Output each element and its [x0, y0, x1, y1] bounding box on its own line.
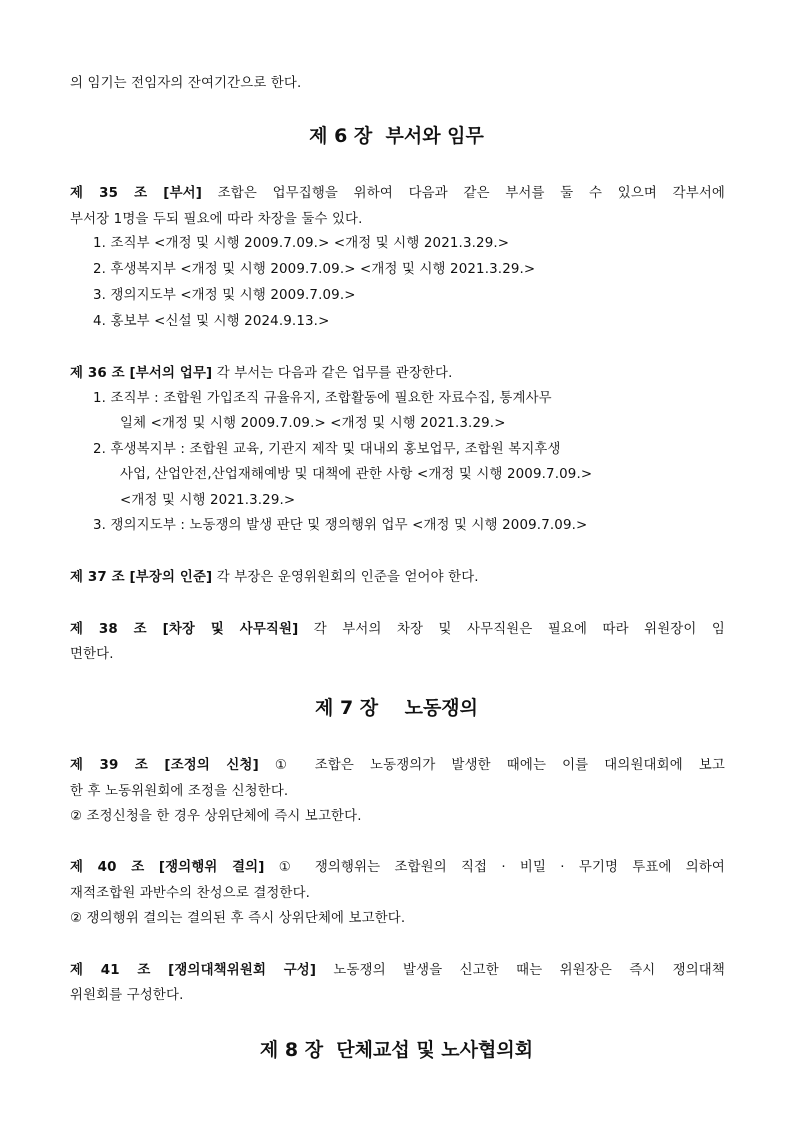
- article-40-line-1: [70, 856, 725, 880]
- article-35-item-4: 4. 홍보부 <신설 및 시행 2024.9.13.>: [93, 314, 330, 329]
- article-36-heading: 제 36 조 [부서의 업무]: [70, 366, 213, 381]
- article-38-text-1: 각 부서의 차장 및 사무직원은 필요에 따라 위원장이 임: [298, 622, 725, 637]
- article-36-item-2-line-3: <개정 및 시행 2021.3.29.>: [120, 493, 296, 508]
- article-40-text-1: ① 쟁의행위는 조합원의 직접 · 비밀 · 무기명 투표에 의하여: [264, 860, 725, 875]
- article-37-heading: 제 37 조 [부장의 인준]: [70, 570, 213, 585]
- article-39-line-1: [70, 754, 725, 778]
- article-35-item-3: 3. 쟁의지도부 <개정 및 시행 2009.7.09.>: [93, 288, 356, 303]
- article-40-heading: 제 40 조 [쟁의행위 결의]: [70, 860, 265, 875]
- article-38-line-2: 면한다.: [70, 647, 114, 662]
- article-41-line-1: [70, 959, 725, 983]
- chapter-8-title: 제 8 장 단체교섭 및 노사협의회: [259, 1039, 534, 1061]
- article-36-item-1-line-1: 1. 조직부 : 조합원 가입조직 규율유지, 조합활동에 필요한 자료수집, 통계사무: [93, 391, 552, 406]
- article-39-text-1: ① 조합은 노동쟁의가 발생한 때에는 이를 대의원대회에 보고: [258, 758, 726, 773]
- article-35-item-2: 2. 후생복지부 <개정 및 시행 2009.7.09.> <개정 및 시행 2021.3.29.>: [93, 262, 536, 277]
- article-35-text-1: 조합은 업무집행을 위하여 다음과 같은 부서를 둘 수 있으며 각부서에: [202, 186, 725, 201]
- article-40-line-3: ② 쟁의행위 결의는 결의된 후 즉시 상위단체에 보고한다.: [70, 911, 406, 926]
- article-36-item-1-line-2: 일체 <개정 및 시행 2009.7.09.> <개정 및 시행 2021.3.29.>: [120, 416, 506, 431]
- article-40-line-2: 재적조합원 과반수의 찬성으로 결정한다.: [70, 886, 311, 901]
- article-35-heading: 제 35 조 [부서]: [70, 186, 203, 201]
- article-37-text-1: 각 부장은 운영위원회의 인준을 얻어야 한다.: [212, 570, 479, 585]
- article-36-text-1: 각 부서는 다음과 같은 업무를 관장한다.: [212, 366, 453, 381]
- article-36-item-2-line-2: 사업, 산업안전,산업재해예방 및 대책에 관한 사항 <개정 및 시행 2009.7.09.>: [120, 467, 593, 482]
- article-35-line-2: 부서장 1명을 두되 필요에 따라 차장을 둘수 있다.: [70, 212, 363, 227]
- article-39-line-2: 한 후 노동위원회에 조정을 신청한다.: [70, 784, 289, 799]
- article-35-item-1: 1. 조직부 <개정 및 시행 2009.7.09.> <개정 및 시행 2021.3.29.>: [93, 236, 510, 251]
- article-38-heading: 제 38 조 [차장 및 사무직원]: [70, 622, 299, 637]
- article-37-line-1: [70, 566, 725, 590]
- chapter-7-title: 제 7 장 노동쟁의: [314, 697, 479, 719]
- article-39-line-3: ② 조정신청을 한 경우 상위단체에 즉시 보고한다.: [70, 809, 362, 824]
- article-39-heading: 제 39 조 [조정의 신청]: [70, 758, 259, 773]
- article-41-line-2: 위원회를 구성한다.: [70, 988, 184, 1003]
- intro-line: 의 임기는 전임자의 잔여기간으로 한다.: [70, 76, 302, 91]
- article-36-item-2-line-1: 2. 후생복지부 : 조합원 교육, 기관지 제작 및 대내외 홍보업무, 조합원 복지후생: [93, 442, 561, 457]
- article-35-line-1: [70, 182, 725, 206]
- article-41-heading: 제 41 조 [쟁의대책위원회 구성]: [70, 963, 317, 978]
- chapter-6-title: 제 6 장 부서와 임무: [309, 125, 484, 147]
- article-36-item-3: 3. 쟁의지도부 : 노동쟁의 발생 판단 및 쟁의행위 업무 <개정 및 시행 2009.7.09.>: [93, 518, 588, 533]
- article-36-line-1: [70, 362, 725, 386]
- article-38-line-1: [70, 618, 725, 642]
- article-41-text-1: 노동쟁의 발생을 신고한 때는 위원장은 즉시 쟁의대책: [316, 963, 725, 978]
